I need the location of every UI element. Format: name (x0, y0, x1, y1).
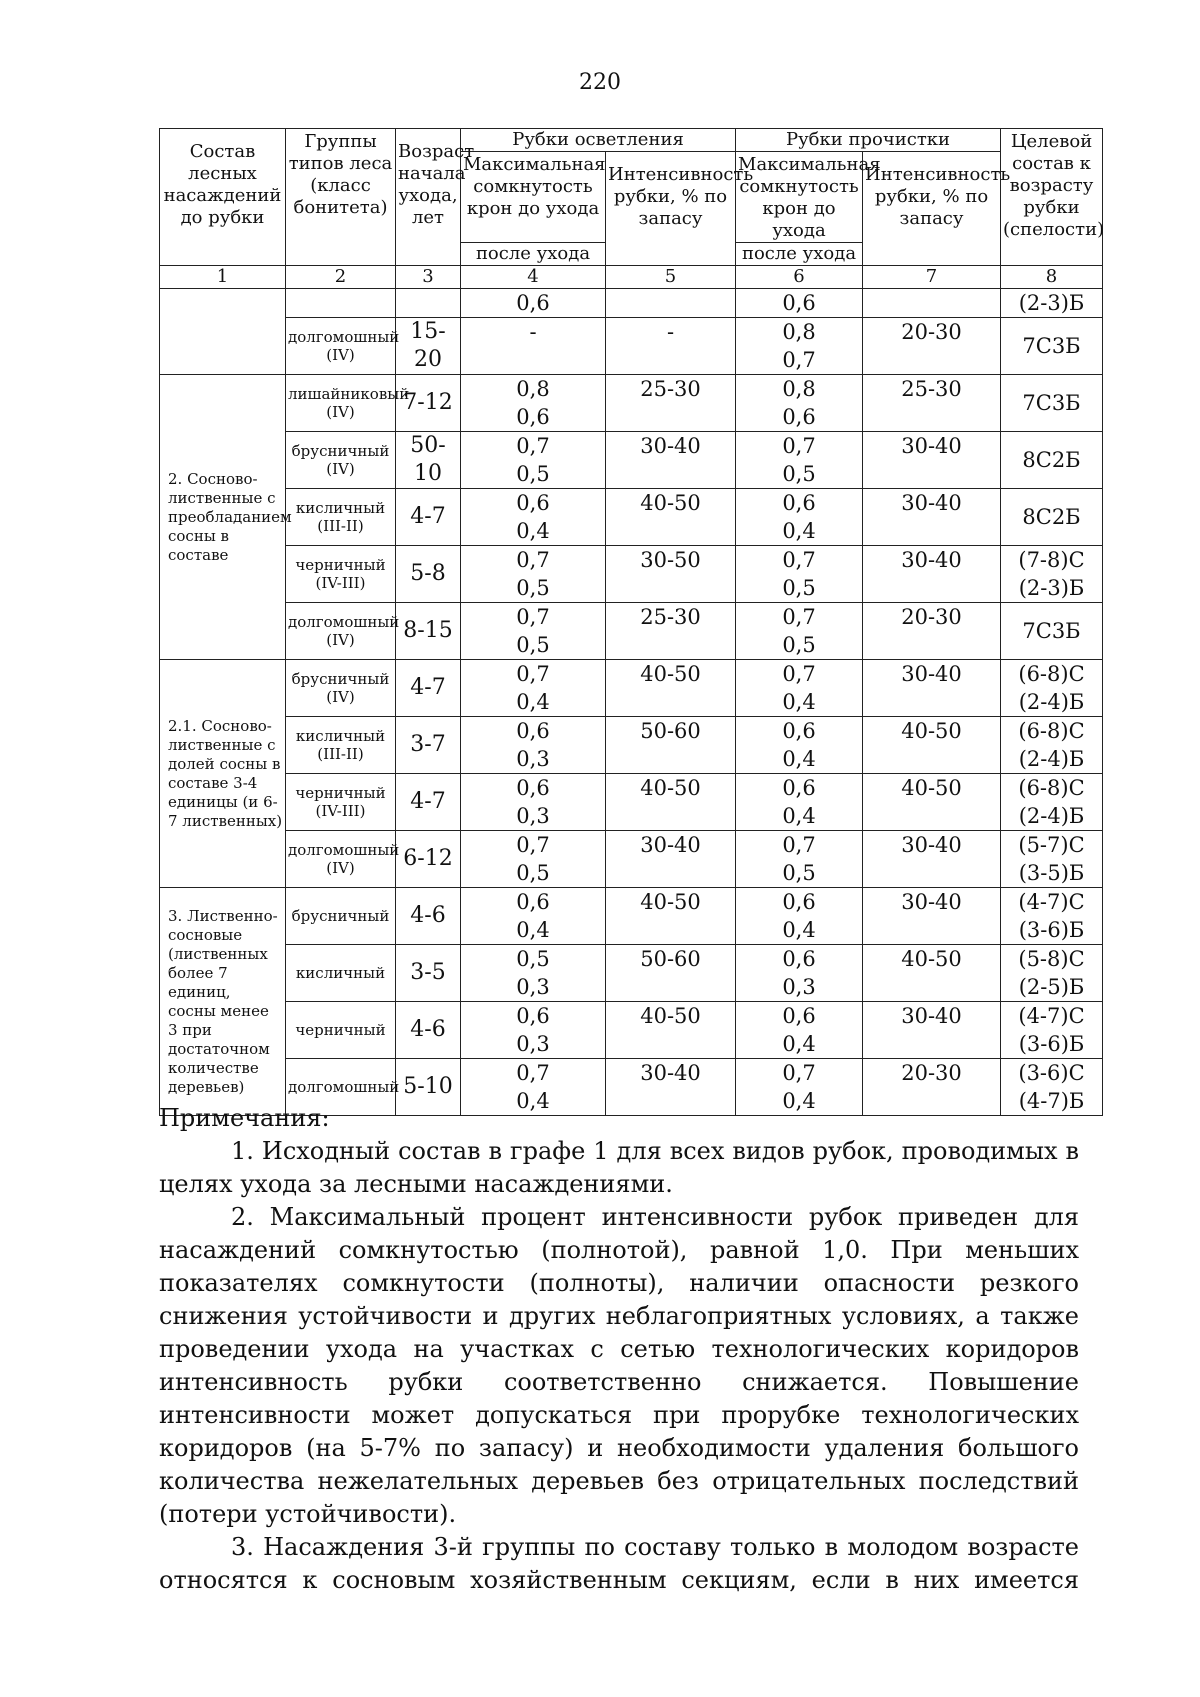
osv-intensity: 30-50 (606, 546, 736, 603)
start-age: 4-7 (396, 774, 461, 831)
osv-density-line-2: 0,5 (516, 861, 550, 885)
header-osvetlenie: Рубки осветления (461, 129, 736, 152)
pro-density-line-2: 0,5 (782, 576, 816, 600)
pro-intensity: 20-30 (863, 318, 1001, 375)
pro-density-line-2: 0,4 (782, 690, 816, 714)
start-age: 5-8 (396, 546, 461, 603)
pro-density-line-2: 0,4 (782, 747, 816, 771)
osv-intensity: 40-50 (606, 660, 736, 717)
osv-density-line-1: 0,7 (516, 605, 550, 629)
target-composition-line-2: (3-6)Б (1018, 1032, 1085, 1056)
pro-density-line-1: 0,6 (782, 890, 816, 914)
forest-type: кисличный (III-II) (286, 489, 396, 546)
page-number: 220 (579, 70, 621, 95)
forest-type: долгомошный (IV) (286, 831, 396, 888)
target-composition (1001, 660, 1103, 717)
forest-type: брусничный (IV) (286, 660, 396, 717)
pro-density-line-1: 0,6 (782, 776, 816, 800)
table-row (160, 489, 1103, 546)
notes-block (159, 1102, 1079, 1597)
pro-density-line-2: 0,5 (782, 633, 816, 657)
target-composition-line-1: (5-8)С (1018, 947, 1085, 971)
osv-density: 0,6 (461, 289, 606, 318)
header-forest-types: Группы типов леса (класс бонитета) (286, 129, 396, 266)
osv-density (461, 945, 606, 1002)
osv-density-line-1: 0,7 (516, 1061, 550, 1085)
section-label: 3. Лиственно-сосновые (лиственных более 7 единиц, сосны менее 3 при достаточном количестве деревьев) (160, 888, 286, 1116)
pro-density-line-1: 0,7 (782, 662, 816, 686)
header-osv-intensity: Интенсивность рубки, % по запасу (606, 152, 736, 266)
osv-density (461, 432, 606, 489)
table-row (160, 603, 1103, 660)
pro-intensity: 30-40 (863, 432, 1001, 489)
pro-density (736, 945, 863, 1002)
pro-density (736, 375, 863, 432)
target-composition-line-2: (2-4)Б (1018, 690, 1085, 714)
osv-density-line-2: 0,4 (516, 1089, 550, 1113)
column-number-4: 4 (461, 266, 606, 289)
osv-intensity: 25-30 (606, 603, 736, 660)
forest-type: черничный (IV-III) (286, 546, 396, 603)
start-age: 3-7 (396, 717, 461, 774)
table-row (160, 1002, 1103, 1059)
pro-density-line-2: 0,4 (782, 918, 816, 942)
start-age: 6-12 (396, 831, 461, 888)
column-number-7: 7 (863, 266, 1001, 289)
forest-type: кисличный (III-II) (286, 717, 396, 774)
start-age: 7-12 (396, 375, 461, 432)
osv-density (461, 888, 606, 945)
pro-intensity: 40-50 (863, 945, 1001, 1002)
header-pro-max-density: Максимальная сомкнутость крон до ухода (736, 152, 863, 243)
target-composition-line-1: (6-8)С (1018, 662, 1085, 686)
pro-density-line-2: 0,3 (782, 975, 816, 999)
osv-density-line-2: 0,5 (516, 633, 550, 657)
pro-density-line-2: 0,6 (782, 405, 816, 429)
table-row (160, 289, 1103, 318)
target-composition-line-1: (5-7)С (1018, 833, 1085, 857)
osv-intensity: 40-50 (606, 774, 736, 831)
osv-density (461, 603, 606, 660)
pro-density-line-1: 0,6 (782, 491, 816, 515)
osv-density: - (461, 318, 606, 375)
column-number-3: 3 (396, 266, 461, 289)
start-age: 5-10 (396, 1059, 461, 1116)
target-composition-line-1: (6-8)С (1018, 776, 1085, 800)
notes-title: Примечания: (159, 1104, 330, 1132)
start-age: 4-7 (396, 489, 461, 546)
pro-intensity: 40-50 (863, 774, 1001, 831)
start-age: 3-5 (396, 945, 461, 1002)
forest-type: долгомошный (IV) (286, 318, 396, 375)
pro-density-line-2: 0,5 (782, 861, 816, 885)
column-number-1: 1 (160, 266, 286, 289)
care-felling-table (159, 128, 1103, 1116)
table-row (160, 888, 1103, 945)
osv-density-line-2: 0,5 (516, 462, 550, 486)
osv-density-line-2: 0,3 (516, 804, 550, 828)
osv-density-line-2: 0,3 (516, 1032, 550, 1056)
note-item-3: 3. Насаждения 3-й группы по составу только в молодом возрасте относятся к сосновым хозяйственным секциям, если в них имеется (159, 1533, 1079, 1594)
osv-intensity: 40-50 (606, 888, 736, 945)
pro-density-line-2: 0,5 (782, 462, 816, 486)
osv-density-line-1: 0,6 (516, 491, 550, 515)
osv-intensity: 40-50 (606, 1002, 736, 1059)
pro-intensity: 30-40 (863, 831, 1001, 888)
osv-density-line-2: 0,3 (516, 747, 550, 771)
pro-density (736, 660, 863, 717)
pro-density-line-2: 0,4 (782, 1089, 816, 1113)
osv-density-line-1: 0,6 (516, 890, 550, 914)
column-numbers-row (160, 266, 1103, 289)
column-number-6: 6 (736, 266, 863, 289)
section-label (160, 289, 286, 375)
pro-density (736, 717, 863, 774)
pro-density-line-1: 0,7 (782, 833, 816, 857)
osv-density-line-1: 0,7 (516, 434, 550, 458)
pro-density-line-1: 0,8 (782, 320, 816, 344)
table-row (160, 318, 1103, 375)
pro-density-line-2: 0,7 (782, 348, 816, 372)
pro-density (736, 1002, 863, 1059)
target-composition (1001, 888, 1103, 945)
pro-density-line-1: 0,7 (782, 434, 816, 458)
header-osv-max-density: Максимальная сомкнутость крон до ухода (461, 152, 606, 243)
table-row (160, 660, 1103, 717)
start-age: 4-6 (396, 888, 461, 945)
target-composition: 8С2Б (1001, 489, 1103, 546)
target-composition: 8С2Б (1001, 432, 1103, 489)
pro-density-line-1: 0,6 (782, 1004, 816, 1028)
table-row (160, 831, 1103, 888)
table-row (160, 717, 1103, 774)
column-number-2: 2 (286, 266, 396, 289)
target-composition: 7С3Б (1001, 375, 1103, 432)
header-pro-after: после ухода (736, 243, 863, 266)
target-composition-line-2: (2-5)Б (1018, 975, 1085, 999)
target-composition-line-2: (4-7)Б (1018, 1089, 1085, 1113)
osv-intensity: 30-40 (606, 432, 736, 489)
osv-density-line-1: 0,7 (516, 548, 550, 572)
osv-density (461, 831, 606, 888)
target-composition (1001, 774, 1103, 831)
table-row (160, 375, 1103, 432)
table-row (160, 546, 1103, 603)
pro-density (736, 603, 863, 660)
target-composition: 7С3Б (1001, 603, 1103, 660)
pro-density-line-1: 0,7 (782, 605, 816, 629)
start-age: 4-7 (396, 660, 461, 717)
target-composition (1001, 945, 1103, 1002)
section-label: 2. Сосново-лиственные с преобладанием сосны в составе (160, 375, 286, 660)
osv-density-line-1: 0,6 (516, 719, 550, 743)
pro-intensity: 40-50 (863, 717, 1001, 774)
osv-density-line-1: 0,5 (516, 947, 550, 971)
pro-intensity: 30-40 (863, 489, 1001, 546)
forest-type: долгомошный (286, 1059, 396, 1116)
header-prochistka: Рубки прочистки (736, 129, 1001, 152)
target-composition-line-1: (3-6)С (1018, 1061, 1085, 1085)
target-composition (1001, 546, 1103, 603)
target-composition (1001, 831, 1103, 888)
forest-type: долгомошный (IV) (286, 603, 396, 660)
osv-density-line-2: 0,4 (516, 519, 550, 543)
forest-type (286, 289, 396, 318)
pro-intensity: 25-30 (863, 375, 1001, 432)
target-composition-line-1: (4-7)С (1018, 1004, 1085, 1028)
osv-density-line-2: 0,6 (516, 405, 550, 429)
pro-density (736, 831, 863, 888)
osv-density-line-2: 0,3 (516, 975, 550, 999)
pro-density (736, 546, 863, 603)
osv-density (461, 489, 606, 546)
pro-density (736, 888, 863, 945)
osv-intensity (606, 289, 736, 318)
pro-intensity: 30-40 (863, 660, 1001, 717)
forest-type: кисличный (286, 945, 396, 1002)
table-row (160, 432, 1103, 489)
start-age: 4-6 (396, 1002, 461, 1059)
forest-type: брусничный (IV) (286, 432, 396, 489)
pro-intensity: 30-40 (863, 888, 1001, 945)
pro-intensity: 30-40 (863, 1002, 1001, 1059)
osv-density-line-2: 0,4 (516, 690, 550, 714)
osv-intensity: 30-40 (606, 831, 736, 888)
pro-intensity (863, 289, 1001, 318)
osv-density (461, 546, 606, 603)
osv-density-line-2: 0,5 (516, 576, 550, 600)
forest-type: лишайниковый (IV) (286, 375, 396, 432)
osv-density (461, 375, 606, 432)
target-composition: (2-3)Б (1001, 289, 1103, 318)
osv-density-line-1: 0,7 (516, 662, 550, 686)
target-composition-line-1: (4-7)С (1018, 890, 1085, 914)
target-composition-line-2: (2-4)Б (1018, 747, 1085, 771)
note-item-2: 2. Максимальный процент интенсивности рубок приведен для насаждений сомкнутостью (полнотой), равной 1,0. При меньших показателях сомкнутости (полноты), наличии опасности резкого снижения устойчивости и других неблагоприятных условиях, а также проведении ухода на участках с сетью технологических коридоров интенсивность рубки соответственно снижается. Повышение интенсивности может допускаться при прорубке технологических коридоров (на 5-7% по запасу) и необходимости удаления большого количества нежелательных деревьев без отрицательных последствий (потери устойчивости). (159, 1203, 1079, 1528)
pro-density-line-2: 0,4 (782, 1032, 816, 1056)
pro-density (736, 318, 863, 375)
header-start-age: Возраст начала ухода, лет (396, 129, 461, 266)
header-osv-after: после ухода (461, 243, 606, 266)
forest-type: черничный (IV-III) (286, 774, 396, 831)
target-composition-line-2: (2-4)Б (1018, 804, 1085, 828)
table-row (160, 945, 1103, 1002)
pro-density: 0,6 (736, 289, 863, 318)
pro-density (736, 432, 863, 489)
osv-density-line-1: 0,6 (516, 776, 550, 800)
osv-intensity: 50-60 (606, 945, 736, 1002)
osv-intensity: 40-50 (606, 489, 736, 546)
osv-density (461, 660, 606, 717)
header-row-1 (160, 129, 1103, 152)
pro-density-line-2: 0,4 (782, 804, 816, 828)
table-row (160, 774, 1103, 831)
start-age (396, 289, 461, 318)
column-number-8: 8 (1001, 266, 1103, 289)
header-target-composition: Целевой состав к возрасту рубки (спелости) (1001, 129, 1103, 266)
start-age: 15-20 (396, 318, 461, 375)
start-age: 50-10 (396, 432, 461, 489)
section-label: 2.1. Сосново-лиственные с долей сосны в составе 3-4 единицы (и 6-7 лиственных) (160, 660, 286, 888)
target-composition (1001, 1002, 1103, 1059)
osv-intensity: 30-40 (606, 1059, 736, 1116)
osv-intensity: 50-60 (606, 717, 736, 774)
osv-density (461, 1002, 606, 1059)
forest-type: брусничный (286, 888, 396, 945)
note-item-1: 1. Исходный состав в графе 1 для всех видов рубок, проводимых в целях ухода за лесными насаждениями. (159, 1137, 1079, 1198)
target-composition: 7С3Б (1001, 318, 1103, 375)
target-composition-line-1: (7-8)С (1018, 548, 1085, 572)
pro-density (736, 774, 863, 831)
forest-type: черничный (286, 1002, 396, 1059)
pro-density-line-1: 0,7 (782, 1061, 816, 1085)
pro-intensity: 20-30 (863, 603, 1001, 660)
osv-density-line-2: 0,4 (516, 918, 550, 942)
osv-density (461, 717, 606, 774)
osv-density (461, 774, 606, 831)
osv-intensity: - (606, 318, 736, 375)
header-pro-intensity: Интенсивность рубки, % по запасу (863, 152, 1001, 266)
pro-density-line-1: 0,8 (782, 377, 816, 401)
osv-density-line-1: 0,6 (516, 1004, 550, 1028)
pro-intensity: 20-30 (863, 1059, 1001, 1116)
pro-density-line-1: 0,6 (782, 947, 816, 971)
column-number-5: 5 (606, 266, 736, 289)
target-composition-line-2: (3-5)Б (1018, 861, 1085, 885)
osv-density-line-1: 0,7 (516, 833, 550, 857)
osv-intensity: 25-30 (606, 375, 736, 432)
target-composition (1001, 717, 1103, 774)
pro-density-line-2: 0,4 (782, 519, 816, 543)
header-composition: Состав лесных насаждений до рубки (160, 129, 286, 266)
pro-density-line-1: 0,7 (782, 548, 816, 572)
pro-density (736, 489, 863, 546)
pro-intensity: 30-40 (863, 546, 1001, 603)
osv-density-line-1: 0,8 (516, 377, 550, 401)
target-composition-line-1: (6-8)С (1018, 719, 1085, 743)
target-composition-line-2: (3-6)Б (1018, 918, 1085, 942)
start-age: 8-15 (396, 603, 461, 660)
pro-density-line-1: 0,6 (782, 719, 816, 743)
target-composition-line-2: (2-3)Б (1018, 576, 1085, 600)
